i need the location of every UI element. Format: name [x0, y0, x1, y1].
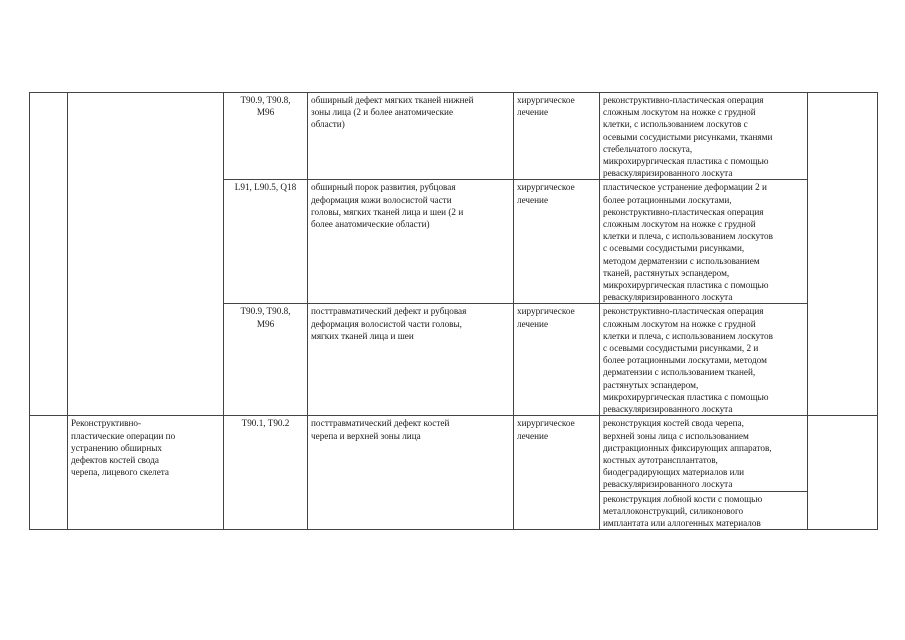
- cost-cell: [808, 93, 878, 416]
- text-line: реваскуляризированного лоскута: [603, 479, 733, 490]
- table-row: [30, 93, 878, 180]
- text-line: реваскуляризированного лоскута: [603, 168, 733, 179]
- method-cell: [600, 304, 808, 416]
- code-line: M96: [256, 318, 275, 329]
- text-line: микрохирургическая пластика с помощью: [603, 280, 769, 291]
- method-cell: [600, 416, 808, 491]
- text-line: реконструкция костей свода черепа,: [603, 418, 744, 429]
- text-line: пластические операции по: [71, 430, 176, 441]
- text-line: клетки, с использованием лоскутов с: [603, 119, 748, 130]
- codes-cell: [224, 180, 308, 304]
- text-line: клетки и плеча, с использованием лоскутов: [603, 330, 773, 341]
- treatment-type-cell: [514, 416, 600, 530]
- text-line: более анатомические области): [311, 219, 430, 230]
- text-line: деформация волосистой части головы,: [311, 318, 462, 329]
- text-line: более ротационными лоскутами,: [603, 194, 732, 205]
- text-line: головы, мягких тканей лица и шеи (2 и: [311, 206, 464, 217]
- text-line: костных аутотрансплантатов,: [603, 455, 718, 466]
- text-line: верхней зоны лица с использованием: [603, 430, 749, 441]
- text-line: сложным лоскутом на ножке с грудной: [603, 219, 756, 230]
- text-line: лечение: [517, 107, 549, 118]
- text-line: хирургическое: [517, 418, 575, 429]
- text-line: методом дерматензии с использованием: [603, 255, 760, 266]
- text-line: обширный дефект мягких тканей нижней: [311, 95, 474, 105]
- text-line: посттравматический дефект и рубцовая: [311, 306, 467, 317]
- text-line: посттравматический дефект костей: [311, 418, 450, 429]
- code-line: M96: [256, 107, 275, 118]
- text-line: сложным лоскутом на ножке с грудной: [603, 318, 756, 329]
- method-cell: [600, 93, 808, 180]
- text-line: сложным лоскутом на ножке с грудной: [603, 107, 756, 118]
- table-row: [30, 416, 878, 491]
- text-line: с осевыми сосудистыми рисунками, 2 и: [603, 343, 759, 354]
- codes-cell: [224, 416, 308, 530]
- text-line: хирургическое: [517, 182, 575, 193]
- code-line: T90.9, T90.8,: [240, 306, 291, 317]
- procedures-table: [29, 92, 878, 530]
- text-line: реконструктивно-пластическая операция: [603, 95, 764, 105]
- text-line: биодеградирующих материалов или: [603, 467, 745, 478]
- method-cell: [600, 180, 808, 304]
- text-line: хирургическое: [517, 306, 575, 317]
- text-line: деформация кожи волосистой части: [311, 194, 452, 205]
- text-line: хирургическое: [517, 95, 575, 105]
- text-line: устранению обширных: [71, 442, 162, 453]
- treatment-type-cell: [514, 93, 600, 180]
- text-line: мягких тканей лица и шеи: [311, 330, 414, 341]
- patient-model-cell: [308, 304, 514, 416]
- text-line: реконструктивно-пластическая операция: [603, 306, 764, 317]
- code-line: T90.9, T90.8,: [240, 95, 291, 105]
- cost-cell: [808, 416, 878, 530]
- text-line: реконструкция лобной кости с помощью: [603, 493, 763, 504]
- codes-cell: [224, 304, 308, 416]
- text-line: дистракционных фиксирующих аппаратов,: [603, 442, 772, 453]
- text-line: более ротационными лоскутами, методом: [603, 355, 767, 366]
- number-cell: [30, 416, 68, 530]
- text-line: лечение: [517, 430, 549, 441]
- patient-model-cell: [308, 180, 514, 304]
- text-line: стебельчатого лоскута,: [603, 143, 693, 154]
- patient-model-cell: [308, 416, 514, 530]
- codes-cell: [224, 93, 308, 180]
- number-cell: [30, 93, 68, 416]
- text-line: микрохирургическая пластика с помощью: [603, 156, 769, 167]
- patient-model-cell: [308, 93, 514, 180]
- text-line: реваскуляризированного лоскута: [603, 292, 733, 303]
- treatment-type-cell: [514, 180, 600, 304]
- code-line: L91, L90.5, Q18: [234, 182, 297, 193]
- code-line: T90.1, T90.2: [241, 418, 290, 429]
- text-line: обширный порок развития, рубцовая: [311, 182, 456, 193]
- text-line: черепа, лицевого скелета: [71, 467, 170, 478]
- text-line: зоны лица (2 и более анатомические: [311, 107, 454, 118]
- treatment-type-cell: [514, 304, 600, 416]
- text-line: растянутых эспандером,: [603, 379, 699, 390]
- text-line: тканей, растянутых эспандером,: [603, 267, 730, 278]
- text-line: реваскуляризированного лоскута: [603, 404, 733, 415]
- section-title-cell: [68, 416, 224, 530]
- text-line: дефектов костей свода: [71, 455, 159, 466]
- text-line: реконструктивно-пластическая операция: [603, 206, 764, 217]
- section-title-cell: [68, 93, 224, 416]
- text-line: Реконструктивно-: [71, 418, 142, 429]
- text-line: осевыми сосудистыми рисунками, тканями: [603, 131, 773, 142]
- text-line: клетки и плеча, с использованием лоскутов: [603, 231, 773, 242]
- text-line: металлоконструкций, силиконового: [603, 505, 744, 516]
- text-line: микрохирургическая пластика с помощью: [603, 391, 769, 402]
- method-cell: [600, 491, 808, 530]
- text-line: лечение: [517, 194, 549, 205]
- text-line: с осевыми сосудистыми рисунками,: [603, 243, 745, 254]
- text-line: пластическое устранение деформации 2 и: [603, 182, 767, 193]
- text-line: черепа и верхней зоны лица: [311, 430, 421, 441]
- text-line: дерматензии с использованием тканей,: [603, 367, 756, 378]
- text-line: области): [311, 119, 345, 130]
- text-line: имплантата или аллогенных материалов: [603, 518, 761, 529]
- text-line: лечение: [517, 318, 549, 329]
